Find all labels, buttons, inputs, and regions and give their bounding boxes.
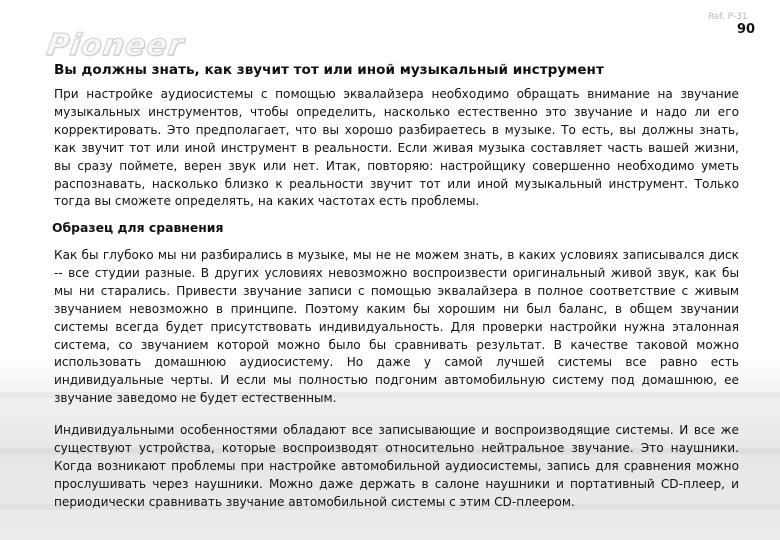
paragraph-reference-system: Как бы глубоко мы ни разбирались в музыке, мы не не можем знать, в каких условиях записывался диск -- все студии разные. В других условиях невозможно воспроизвести оригинальный живой звук, как бы мы ни старались. Привести звучание записи с помощью эквалайзера в полное соответствие с живым звучанием невозможно в принципе. Поэтому каким бы хорошим ни был баланс, в общем звучании системы всегда будет присутствовать индивидуальность. Для проверки настройки нужна эталонная система, со звучанием которой можно было бы сравнивать результат. В качестве таковой можно использовать домашнюю аудиосистему. Но даже у самой лучшей системы все равно есть индивидуальные черты. И если мы полностью подгоним автомобильную систему под домашнюю, ее звучание заведомо не будет естественным. [54, 248, 739, 406]
paragraph-intro: При настройке аудиосистемы с помощью эквалайзера необходимо обращать внимание на звучание музыкальных инструментов, чтобы определить, насколько естественно это звучание и надо ли его корректировать. Это предполагает, что вы хорошо разбираетесь в музыке. То есть, вы должны знать, как звучит тот или иной инструмент в реальности. Если живая музыка составляет часть вашей жизни, вы сразу поймете, верен звук или нет. Итак, повторяю: настройщику совершенно необходимо уметь распознавать, насколько близко к реальности звучит тот или иной музыкальный инструмент. Только тогда вы сможете определять, на каких частотах есть проблемы. [54, 87, 739, 209]
subheading-reference-sample: Образец для сравнения [52, 220, 224, 235]
pioneer-logo: Pioneer [44, 28, 187, 63]
paragraph-headphones: Индивидуальными особенностями обладают все записывающие и воспроизводящие системы. И все же существуют устройства, которые воспроизводят относительно нейтральное звучание. Это наушники. Когда возникают проблемы при настройке автомобильной аудиосистемы, запись для сравнения можно прослушивать через наушники. Можно даже держать в салоне наушники и портативный CD-плеер, и периодически сравнивать звучание автомобильной системы с этим CD-плеером. [54, 423, 739, 509]
page-number: 90 [737, 22, 756, 37]
section-title: Вы должны знать, как звучит тот или иной музыкальный инструмент [54, 62, 604, 78]
page-reference: Ref. P-31 [708, 12, 748, 22]
